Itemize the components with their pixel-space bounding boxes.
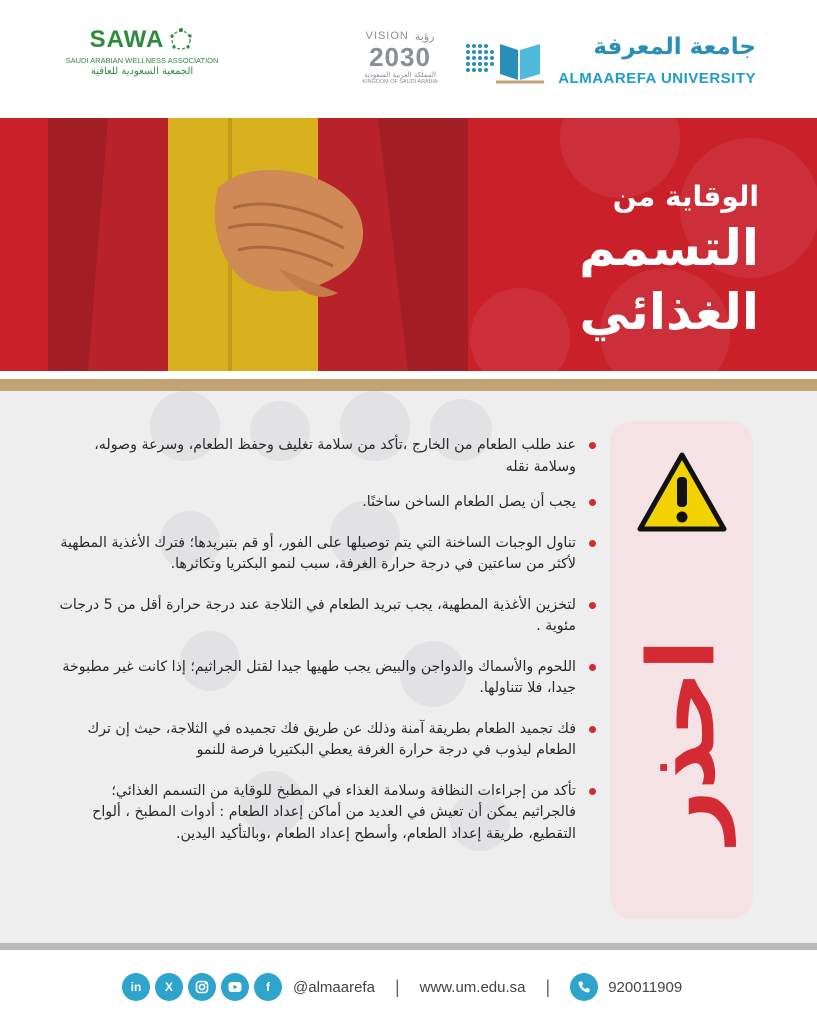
bullet-dot [589,788,596,795]
bullet-dot [589,499,596,506]
gold-divider [0,379,817,391]
banner-title [429,178,759,344]
instagram-icon[interactable] [188,973,216,1001]
warning-card [610,421,753,919]
stomach-ache-photo [48,118,468,371]
warning-word: احذر [628,639,735,843]
almaarefa-logo [460,34,760,94]
youtube-icon[interactable] [221,973,249,1001]
banner-title-line1: التسمم [579,219,759,277]
warning-word-box [610,581,753,901]
list-item [58,719,598,762]
footer [0,950,817,1024]
bullet-dot [589,540,596,547]
facebook-icon[interactable]: f [254,973,282,1001]
university-name-ar: جامعة المعرفة [593,34,756,60]
tip-text: تناول الوجبات الساخنة التي يتم توصيلها على الفور، أو قم بتبريدها؛ فترك الأغذية المطهية لأكثر من ساعتين في درجة حرارة الغرفة، سبب لنمو البكتريا وتكاثرها. [60,534,576,572]
vision-label-ar: رؤية [414,31,435,43]
footer-separator: | [545,976,551,997]
sawa-logo [62,26,222,96]
bullet-dot [589,726,596,733]
tip-text: لتخزين الأغذية المطهية، يجب تبريد الطعام في الثلاجة عند درجة حرارة أقل من 5 درجات مئوية . [59,596,576,634]
tip-text: اللحوم والأسماك والدواجن والبيض يجب طهيها جيدا لقتل الجراثيم؛ إذا كانت غير مطبوخة جيدا، فلا تتناولها. [62,658,576,696]
phone-number[interactable]: 920011909 [608,978,683,996]
bullet-dot [589,664,596,671]
vision-2030-logo [350,30,450,92]
vision-kingdom-en: KINGDOM OF SAUDI ARABIA [362,79,438,85]
footer-divider [0,943,817,950]
sawa-name-ar: الجمعية السعودية للعافية [90,66,194,77]
bullet-dot [589,602,596,609]
list-item [58,657,598,700]
banner-title-line2: الغذائي [579,283,759,341]
tip-text: فك تجميد الطعام بطريقة آمنة وذلك عن طريق فك تجميده في الثلاجة، حيث إن ترك الطعام ليذوب في درجة حرارة الغرفة يعطي البكتيريا فرصة للنمو [87,720,576,758]
tip-text: عند طلب الطعام من الخارج ،تأكد من سلامة تغليف وحفظ الطعام، وسرعة وصوله، وسلامة نقله [94,437,576,475]
tip-text: تأكد من إجراءات النظافة وسلامة الغذاء في المطبخ للوقاية من التسمم الغذائي؛ فالجراثيم يمكن أن تعيش في العديد من أماكن إعداد الطعام : أدوات المطبخ ، ألواح التقطيع، طريقة إعداد الطعام، وأسطح إعداد الطعام ،وبالتأكيد اليدين. [92,782,576,842]
linkedin-icon[interactable]: in [122,973,150,1001]
list-item [58,781,598,846]
header [0,0,817,118]
footer-separator: | [394,976,400,997]
sawa-logo-word: SAWA [89,26,165,53]
list-item [58,595,598,638]
vision-label-en: VISION [365,30,409,42]
vision-year: 2030 [369,42,431,72]
warning-triangle-icon [636,451,728,533]
content-panel [0,391,817,943]
list-item [58,533,598,576]
university-emblem-icon [460,36,546,92]
tips-list [58,435,598,845]
wreath-icon [168,27,194,53]
hero-banner [0,118,817,371]
website-link[interactable]: www.um.edu.sa [419,978,526,996]
footer-contact-row [122,972,682,1002]
list-item [58,492,598,514]
bullet-dot [589,442,596,449]
list-item [58,435,598,478]
banner-title-prefix: الوقاية من [612,180,759,213]
phone-icon[interactable] [570,973,598,1001]
tip-text: يجب أن يصل الطعام الساخن ساخنًا. [362,494,576,510]
social-handle[interactable]: @almaarefa [293,978,375,996]
vision-kingdom-ar: المملكة العربية السعودية [364,71,436,79]
x-icon[interactable]: X [155,973,183,1001]
sawa-name-en: SAUDI ARABIAN WELLNESS ASSOCIATION [65,56,219,65]
university-name-en: ALMAAREFA UNIVERSITY [558,70,756,87]
